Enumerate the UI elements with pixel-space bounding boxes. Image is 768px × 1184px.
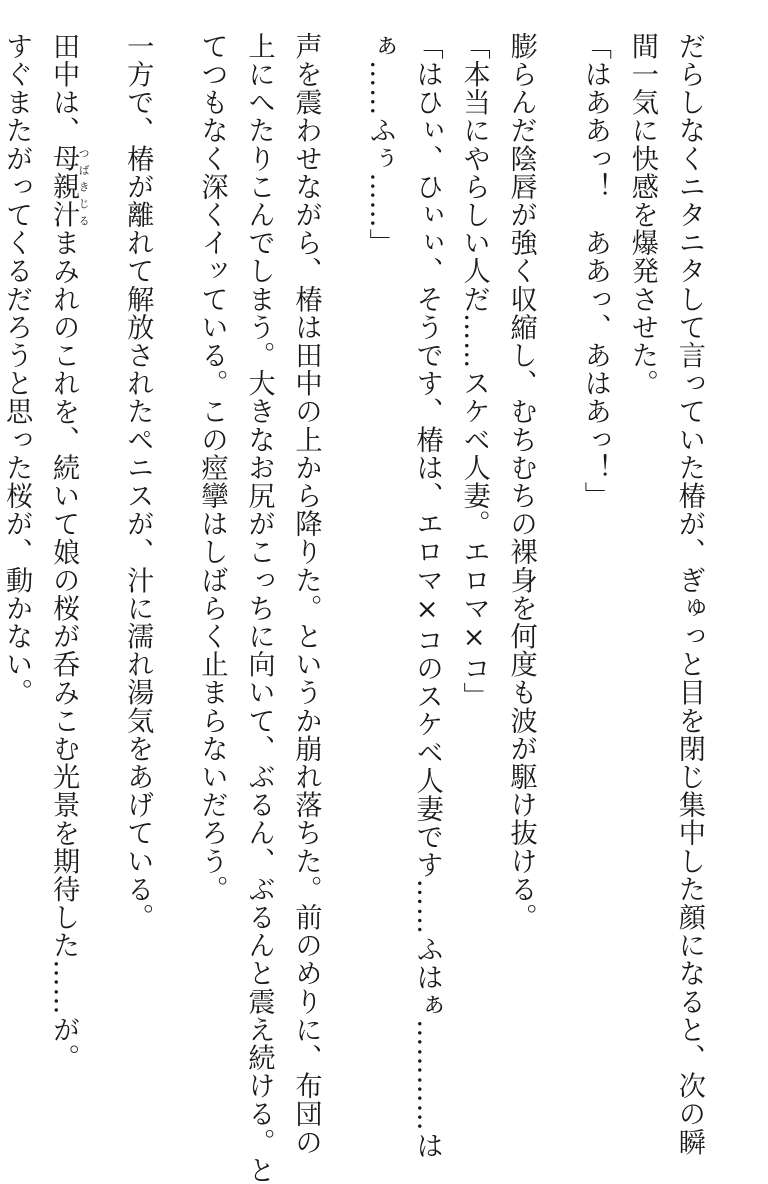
text-line: だらしなくニタニタして言っていた椿が、ぎゅっと目を閉じ集中した顔になると、次の瞬 [673, 32, 705, 1156]
dialogue-line: 「はひぃ、ひぃぃ、そうです、椿は、エロマ×コのスケベ人妻です……ふはぁ…………は [411, 32, 443, 1160]
ruby-base: 母親汁 [48, 144, 80, 229]
text-line: てつもなく深くイッている。この痙攣はしばらく止まらないだろう。 [196, 32, 228, 904]
text-line: 間一気に快感を爆発させた。 [626, 32, 658, 398]
text-line: 声を震わせながら、椿は田中の上から降りた。というか崩れ落ちた。前のめりに、布団の [290, 32, 322, 1156]
ruby-line-before: 田中は、 [48, 32, 80, 145]
ruby-annotation [48, 144, 91, 229]
text-line-with-ruby [40, 32, 114, 1072]
dialogue-line: 「はああっ！ ああっ、あはあっ！」 [579, 32, 611, 510]
text-line: すぐまたがってくるだろうと思った桜が、動かない。 [1, 32, 33, 707]
ruby-reading: つばきじる [77, 144, 91, 229]
ruby-line-after: まみれのこれを、続いて娘の桜が呑みこむ光景を期待した……が。 [48, 228, 80, 1072]
dialogue-line: 「本当にやらしい人だ……スケベ人妻。エロマ×コ」 [458, 32, 490, 711]
vertical-text-block [0, 32, 740, 1184]
text-line: 膨らんだ陰唇が強く収縮し、むちむちの裸身を何度も波が駆け抜ける。 [505, 32, 537, 932]
dialogue-line: ぁ……ふぅ……」 [364, 32, 396, 257]
text-line: 上にへたりこんでしまう。大きなお尻がこっちに向いて、ぶるん、ぶるんと震え続ける。と [243, 32, 275, 1184]
text-line: 一方で、椿が離れて解放されたペニスが、汁に濡れ湯気をあげている。 [122, 32, 154, 932]
